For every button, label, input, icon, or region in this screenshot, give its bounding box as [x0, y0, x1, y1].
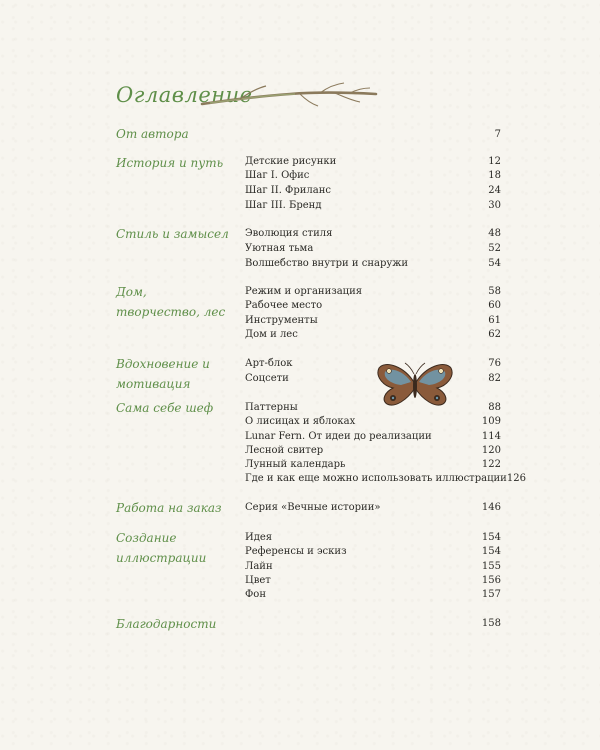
section-title-rabota[interactable]: Работа на заказ	[116, 501, 222, 515]
entry-page: 54	[488, 258, 501, 269]
entry-page: 82	[488, 373, 501, 384]
entry-label: Фон	[245, 589, 266, 600]
section-title-shef[interactable]: Сама себе шеф	[116, 401, 214, 415]
toc-entry[interactable]	[245, 199, 501, 213]
entry-label: Шаг I. Офис	[245, 170, 310, 181]
entry-label: Паттерны	[245, 402, 298, 413]
toc-entry[interactable]	[245, 285, 501, 299]
section-title-dom[interactable]: Дом, творчество, лес	[116, 285, 226, 319]
toc-entry[interactable]	[245, 560, 501, 574]
page-number: 158	[481, 618, 501, 629]
toc-entry[interactable]	[245, 588, 501, 602]
entry-page: 48	[488, 228, 501, 239]
section-title-blagodarnosti[interactable]: Благодарности	[116, 617, 217, 631]
toc-entry[interactable]	[245, 545, 501, 559]
toc-entry[interactable]	[245, 257, 501, 271]
entry-page: 88	[488, 402, 501, 413]
toc-entry[interactable]	[245, 574, 501, 588]
entry-page: 114	[481, 431, 501, 442]
entry-label: Лайн	[245, 561, 273, 572]
toc-entry[interactable]	[245, 444, 501, 458]
entry-page: 154	[481, 546, 501, 557]
page-title: Оглавление	[116, 83, 253, 107]
toc-entry[interactable]	[245, 501, 501, 515]
entry-label: Волшебство внутри и снаружи	[245, 258, 409, 269]
entry-label: Уютная тьма	[245, 243, 314, 254]
section-title-stil[interactable]: Стиль и замысел	[116, 227, 229, 241]
entry-label: Лесной свитер	[245, 445, 324, 456]
toc-entry[interactable]	[245, 531, 501, 545]
entry-page: 62	[488, 329, 501, 340]
entry-page: 146	[481, 502, 501, 513]
entry-label: Лунный календарь	[245, 459, 346, 470]
entry-label: Инструменты	[245, 315, 318, 326]
toc-entry[interactable]	[245, 314, 501, 328]
section-title-sozdanie[interactable]: Создание иллюстрации	[116, 531, 207, 565]
section-title-vdohnovenie[interactable]: Вдохновение и мотивация	[116, 357, 210, 391]
toc-entry[interactable]	[245, 328, 501, 342]
entry-label: Референсы и эскиз	[245, 546, 347, 557]
entry-label: О лисицах и яблоках	[245, 416, 356, 427]
toc-entry[interactable]	[245, 155, 501, 169]
entry-page: 120	[481, 445, 501, 456]
toc-entry[interactable]	[245, 242, 501, 256]
entry-page: 61	[488, 315, 501, 326]
entry-page: 18	[488, 170, 501, 181]
toc-entry[interactable]	[245, 372, 501, 386]
toc-entry[interactable]	[245, 415, 501, 429]
entry-label: Где и как еще можно использовать иллюстрации	[245, 473, 507, 484]
toc-entry[interactable]	[245, 227, 501, 241]
entry-page: 155	[481, 561, 501, 572]
entry-label: Эволюция стиля	[245, 228, 333, 239]
entry-label: Серия «Вечные истории»	[245, 502, 381, 513]
entry-page: 52	[488, 243, 501, 254]
toc-entry[interactable]	[245, 458, 501, 472]
toc-entry[interactable]	[245, 472, 526, 486]
entry-page: 126	[506, 473, 526, 484]
entry-label: Рабочее место	[245, 300, 323, 311]
entry-label: Lunar Fern. От идеи до реализации	[245, 431, 432, 442]
entry-label: Детские рисунки	[245, 156, 337, 167]
entry-page: 157	[481, 589, 501, 600]
entry-label: Идея	[245, 532, 273, 543]
toc-entry[interactable]	[245, 184, 501, 198]
entry-page: 122	[481, 459, 501, 470]
entry-label: Шаг II. Фриланс	[245, 185, 331, 196]
entry-label: Соцсети	[245, 373, 289, 384]
entry-page: 58	[488, 286, 501, 297]
section-title-ot-avtora[interactable]: От автора	[116, 127, 189, 141]
entry-page: 60	[488, 300, 501, 311]
entry-page: 154	[481, 532, 501, 543]
section-title-istoriya[interactable]: История и путь	[116, 156, 224, 170]
entry-label: Арт-блок	[245, 358, 293, 369]
entry-page: 30	[488, 200, 501, 211]
entry-label: Режим и организация	[245, 286, 363, 297]
entry-page: 109	[481, 416, 501, 427]
entry-page: 76	[488, 358, 501, 369]
entry-page: 12	[488, 156, 501, 167]
toc-entry[interactable]	[245, 401, 501, 415]
toc-entry[interactable]	[245, 430, 501, 444]
toc-entry[interactable]	[245, 299, 501, 313]
toc-entry[interactable]	[245, 357, 501, 371]
entry-label: Цвет	[245, 575, 271, 586]
page-number: 7	[494, 129, 501, 140]
entry-page: 24	[488, 185, 501, 196]
branch-illustration	[200, 82, 380, 114]
entry-label: Шаг III. Бренд	[245, 200, 322, 211]
entry-label: Дом и лес	[245, 329, 298, 340]
entry-page: 156	[481, 575, 501, 586]
toc-entry[interactable]	[245, 169, 501, 183]
